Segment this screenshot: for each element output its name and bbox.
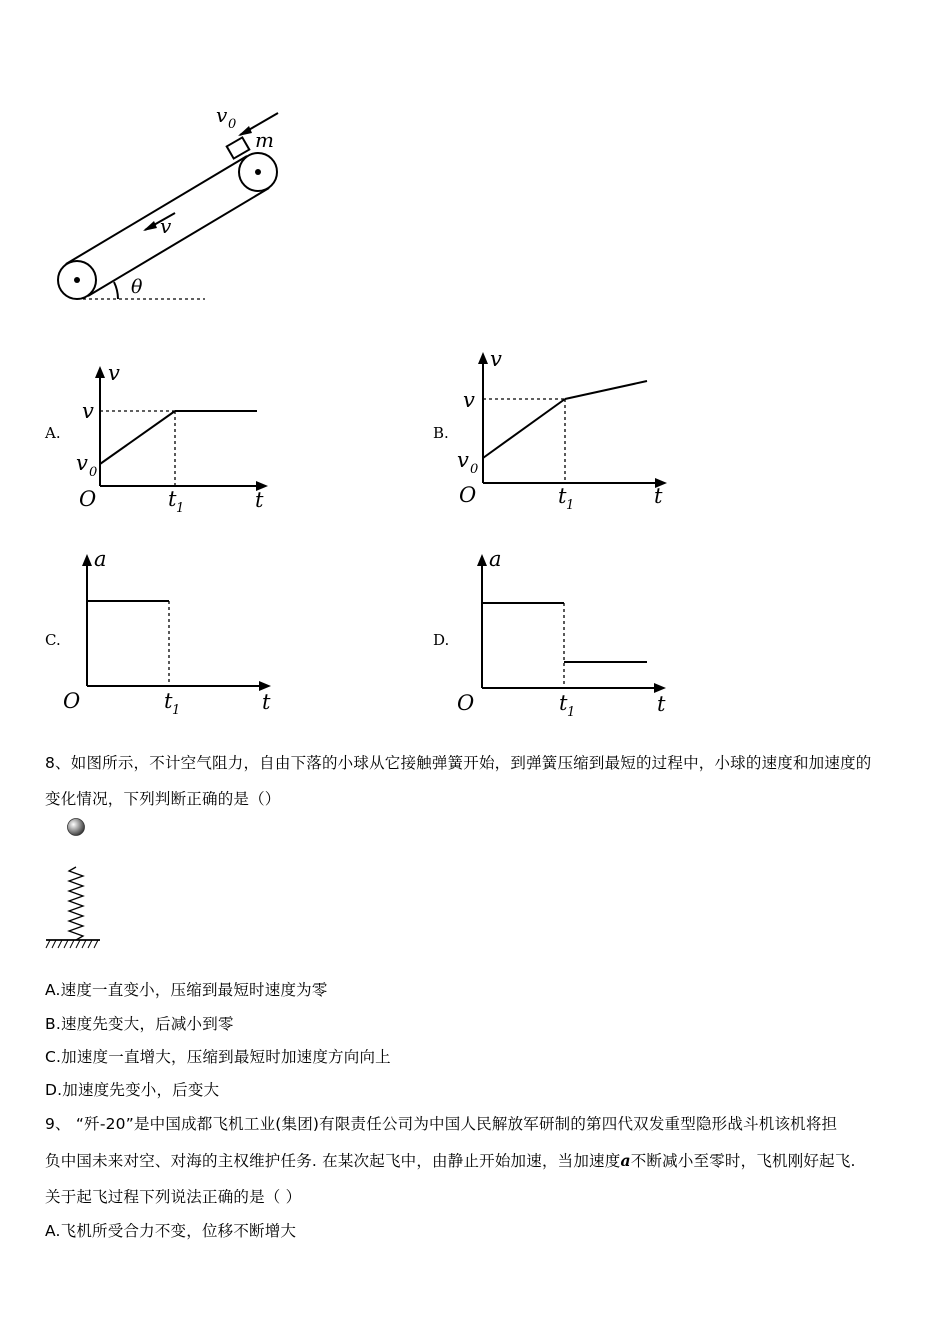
q9-option-a: A.飞机所受合力不变，位移不断增大 [45, 1222, 297, 1240]
option-a-graph [72, 360, 282, 520]
b-t1-mark: t [558, 484, 567, 508]
belt-v0-sub: 0 [228, 117, 237, 132]
b-v0-sub: 0 [470, 462, 479, 477]
q8-option-a: A.速度一直变小，压缩到最短时速度为零 [45, 981, 328, 999]
a-v0-sub: 0 [89, 465, 98, 480]
c-t1-mark: t [164, 689, 173, 713]
d-y-axis-label: a [489, 547, 502, 571]
c-x-axis-label: t [262, 690, 271, 714]
ball-spring-figure [40, 812, 120, 957]
b-y-axis-label: v [490, 347, 502, 371]
a-x-axis-label: t [255, 488, 264, 512]
a-origin: O [79, 487, 97, 511]
belt-theta-label: θ [131, 276, 143, 298]
q8-option-b: B.速度先变大，后减小到零 [45, 1015, 234, 1033]
b-x-axis-label: t [654, 484, 663, 508]
a-y-axis-label: v [108, 361, 120, 385]
a-t1-mark: t [168, 487, 177, 511]
d-origin: O [457, 691, 475, 715]
q9-stem-line1: 9、 “歼-20”是中国成都飞机工业(集团)有限责任公司为中国人民解放军研制的第四代双发重型隐形战斗机该机将担 [45, 1115, 838, 1133]
a-t1-sub: 1 [176, 501, 185, 516]
option-c-graph [60, 545, 285, 720]
q9-stem-line3: 关于起飞过程下列说法正确的是（ ） [45, 1188, 302, 1206]
c-t1-sub: 1 [172, 703, 181, 718]
q9-line2-part1: 负中国未来对空、对海的主权维护任务. 在某次起飞中，由静止开始加速，当加速度 [45, 1152, 621, 1170]
b-v-mark: v [463, 388, 475, 412]
option-a-label: A. [45, 424, 61, 442]
option-d-graph [455, 545, 680, 720]
option-b-label: B. [433, 424, 449, 442]
c-origin: O [63, 689, 81, 713]
q8-stem-line1: 8、如图所示，不计空气阻力，自由下落的小球从它接触弹簧开始，到弹簧压缩到最短的过程中，小球的速度和加速度的 [45, 754, 872, 772]
option-c-label: C. [45, 631, 61, 649]
d-t1-sub: 1 [567, 705, 576, 720]
d-x-axis-label: t [657, 692, 666, 716]
b-origin: O [459, 483, 477, 507]
q8-option-d: D.加速度先变小，后变大 [45, 1081, 220, 1099]
belt-v-label: v [160, 214, 172, 238]
q8-option-c: C.加速度一直增大，压缩到最短时加速度方向向上 [45, 1048, 391, 1066]
b-t1-sub: 1 [566, 498, 575, 513]
c-y-axis-label: a [94, 547, 107, 571]
b-v0-mark: v [457, 448, 469, 472]
belt-mass-label: m [255, 128, 274, 152]
option-d-label: D. [433, 631, 450, 649]
a-v-mark: v [82, 399, 94, 423]
q8-stem-line2: 变化情况，下列判断正确的是（） [45, 790, 281, 808]
option-b-graph [456, 345, 681, 515]
belt-v0-label: v [216, 103, 228, 127]
a-v0-mark: v [76, 451, 88, 475]
q9-stem-line2 [45, 1149, 856, 1171]
q9-accel-variable: a [620, 1151, 631, 1170]
q9-line2-part2: 不断减小至零时，飞机刚好起飞. [630, 1152, 856, 1170]
d-t1-mark: t [559, 691, 568, 715]
conveyor-belt-figure [40, 100, 300, 310]
